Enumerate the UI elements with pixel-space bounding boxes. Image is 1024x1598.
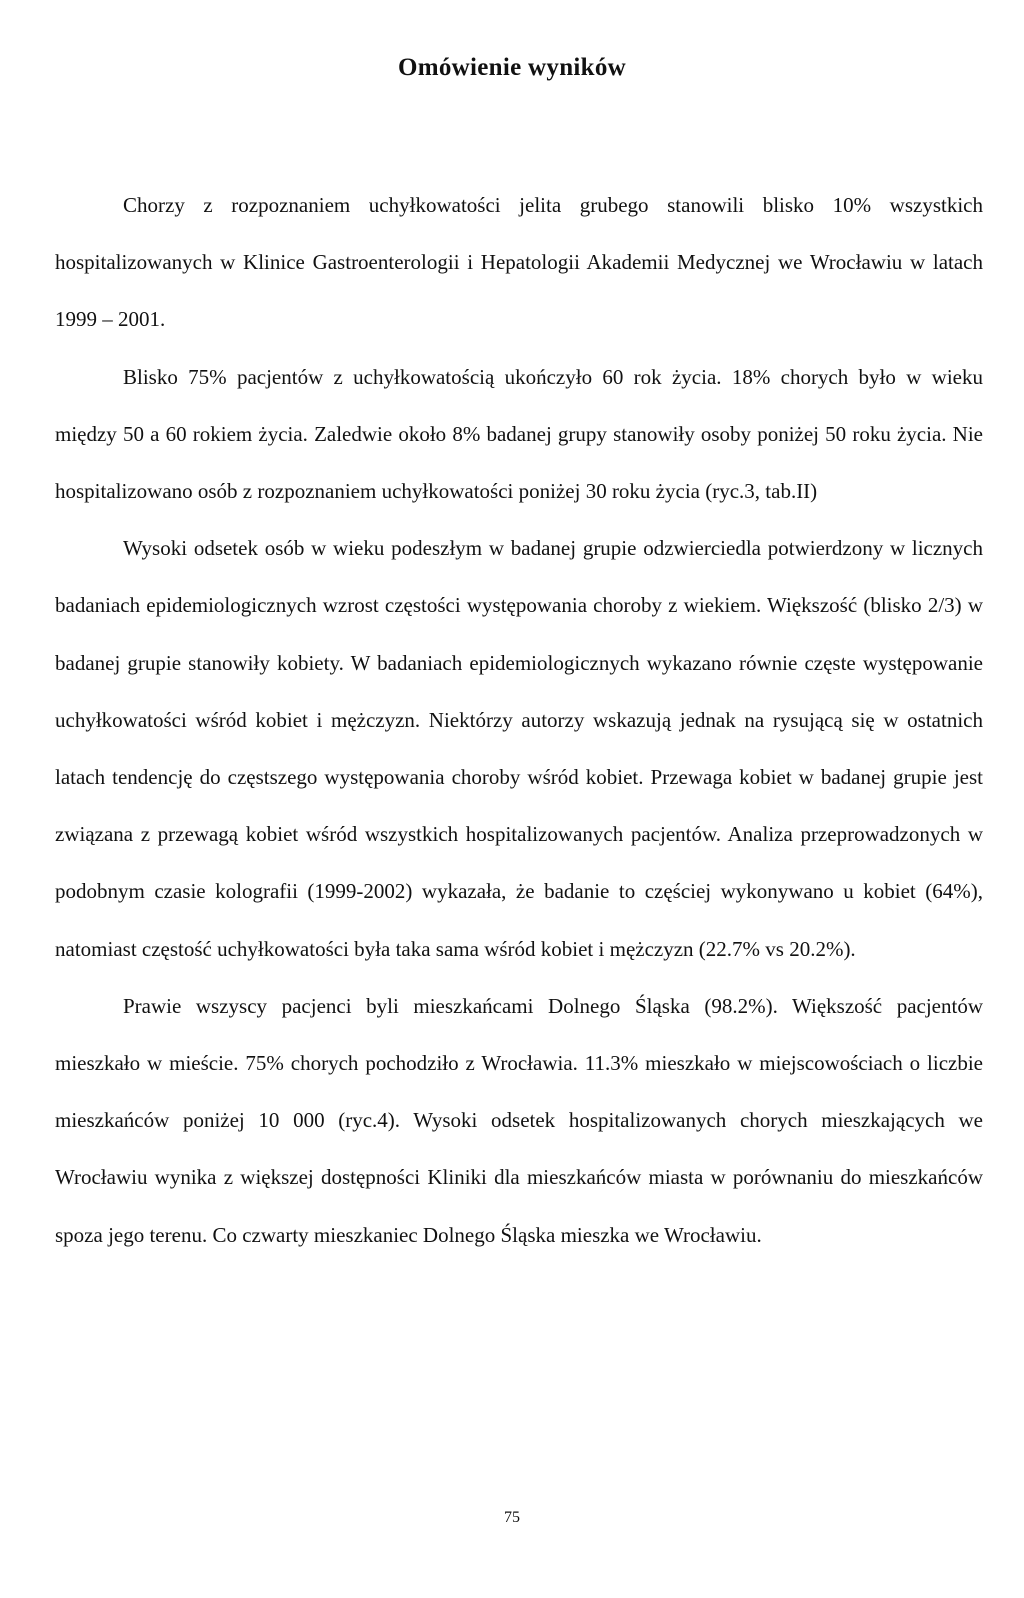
paragraph-4: Prawie wszyscy pacjenci byli mieszkańcami Dolnego Śląska (98.2%). Większość pacjentów mieszkało w mieście. 75% chorych pochodziło z Wrocławia. 11.3% mieszkało w miejscowościach o liczbie mieszkańców poniżej 10 000 (ryc.4). Wysoki odsetek hospitalizowanych chorych mieszkających we Wrocławiu wynika z większej dostępności Kliniki dla mieszkańców miasta w porównaniu do mieszkańców spoza jego terenu. Co czwarty mieszkaniec Dolnego Śląska mieszka we Wrocławiu. (55, 993, 983, 1247)
paragraph-3: Wysoki odsetek osób w wieku podeszłym w badanej grupie odzwierciedla potwierdzony w licznych badaniach epidemiologicznych wzrost częstości występowania choroby z wiekiem. Większość (blisko 2/3) w badanej grupie stanowiły kobiety. W badaniach epidemiologicznych wykazano równie częste występowanie uchyłkowatości wśród kobiet i mężczyzn. Niektórzy autorzy wskazują jednak na rysującą się w ostatnich latach tendencję do częstszego występowania choroby wśród kobiet. Przewaga kobiet w badanej grupie jest związana z przewagą kobiet wśród wszystkich hospitalizowanych pacjentów. Analiza przeprowadzonych w podobnym czasie kolografii (1999-2002) wykazała, że badanie to częściej wykonywano u kobiet (64%), natomiast częstość uchyłkowatości była taka sama wśród kobiet i mężczyzn (22.7% vs 20.2%). (55, 536, 983, 961)
page-title: Omówienie wyników (397, 54, 627, 81)
paragraph-1: Chorzy z rozpoznaniem uchyłkowatości jelita grubego stanowili blisko 10% wszystkich hospitalizowanych w Klinice Gastroenterologii i Hepatologii Akademii Medycznej we Wrocławiu w latach 1999 – 2001. (55, 193, 983, 332)
page-number: 75 (504, 1509, 520, 1526)
body-text (55, 177, 983, 1264)
paragraph-2: Blisko 75% pacjentów z uchyłkowatością ukończyło 60 rok życia. 18% chorych było w wieku między 50 a 60 rokiem życia. Zaledwie około 8% badanej grupy stanowiły osoby poniżej 50 roku życia. Nie hospitalizowano osób z rozpoznaniem uchyłkowatości poniżej 30 roku życia (ryc.3, tab.II) (55, 364, 983, 504)
